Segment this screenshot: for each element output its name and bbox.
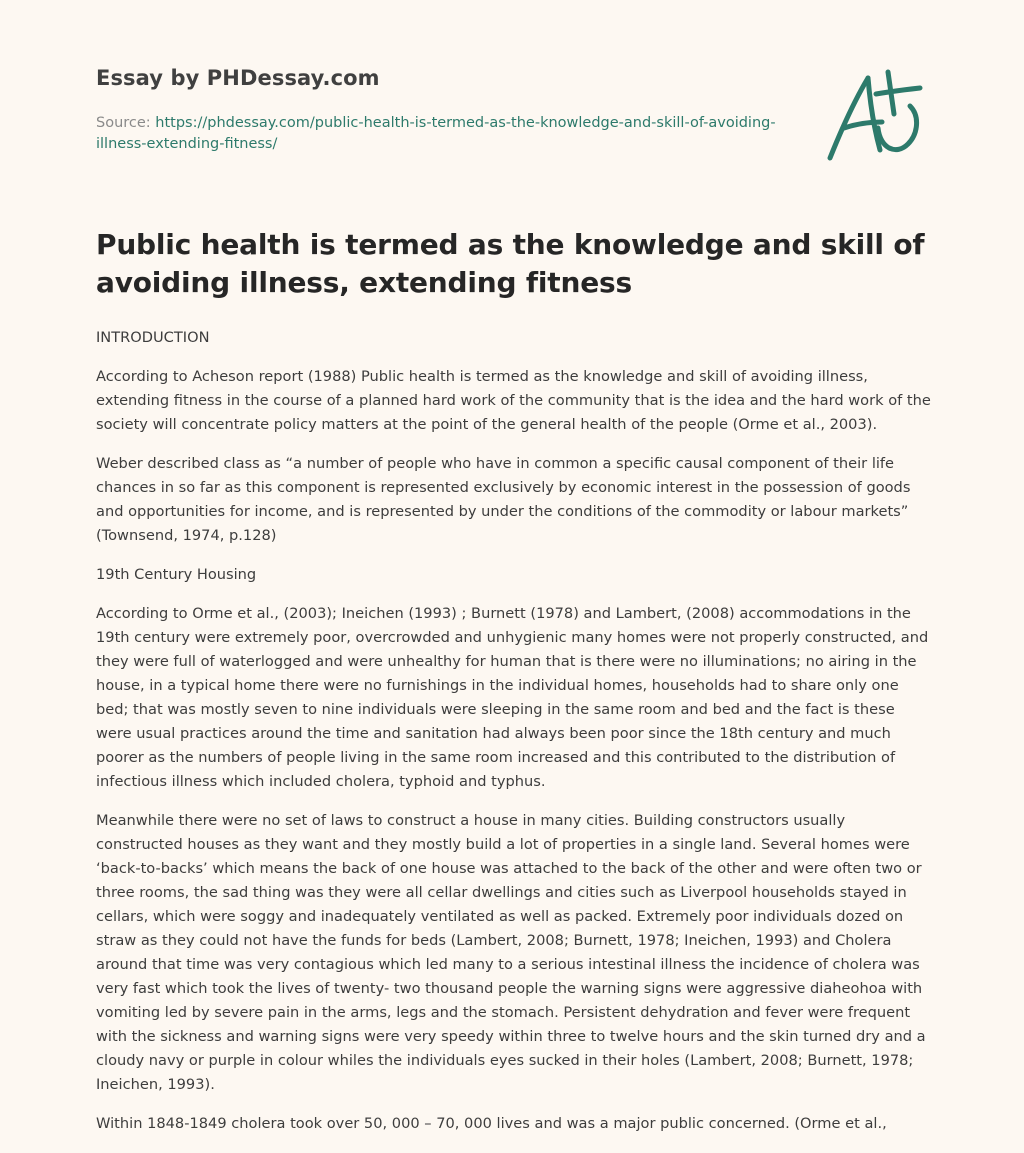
a-plus-logo-icon [822, 66, 932, 166]
paragraph: According to Acheson report (1988) Public health is termed as the knowledge and skill of avoiding illness, extending fitness in the course of a planned hard work of the community that is the idea and the hard work of the society will concentrate policy matters at the point of the general health of the people (Orme et al., 2003). [96, 368, 931, 433]
paragraph: Within 1848-1849 cholera took over 50, 000 – 70, 000 lives and was a major public concerned. (Orme et al., [96, 1115, 887, 1132]
site-name: Essay by PHDessay.com [96, 66, 380, 90]
article-body [96, 326, 931, 1151]
section-heading-housing: 19th Century Housing [96, 566, 257, 583]
paragraph: Meanwhile there were no set of laws to construct a house in many cities. Building constructors usually constructed houses as they want and they mostly build a lot of properties in a single land. Several homes were ‘back-to-backs’ which means the back of one house was attached to the back of the other and were often two or three rooms, the sad thing was they were all cellar dwellings and cities such as Liverpool households stayed in cellars, which were soggy and inadequately ventilated as well as packed. Extremely poor individuals dozed on straw as they could not have the funds for beds (Lambert, 2008; Burnett, 1978; Ineichen, 1993) and Cholera around that time was very contagious which led many to a serious intestinal illness the incidence of cholera was very fast which took the lives of twenty- two thousand people the warning signs were aggressive diaheohoa with vomiting led by severe pain in the arms, legs and the stomach. Persistent dehydration and fever were frequent with the sickness and warning signs were very speedy within three to twelve hours and the skin turned dry and a cloudy navy or purple in colour whiles the individuals eyes sucked in their holes (Lambert, 2008; Burnett, 1978; Ineichen, 1993). [96, 812, 926, 1093]
paragraph: Weber described class as “a number of people who have in common a specific causal component of their life chances in so far as this component is represented exclusively by economic interest in the possession of goods and opportunities for income, and is represented by under the conditions of the commodity or labour markets” (Townsend, 1974, p.128) [96, 455, 911, 544]
source-link[interactable]: https://phdessay.com/public-health-is-termed-as-the-knowledge-and-skill-of-avoiding-illness-extending-fitness/ [96, 115, 776, 152]
source-line [96, 113, 776, 155]
paragraph: According to Orme et al., (2003); Ineichen (1993) ; Burnett (1978) and Lambert, (2008) accommodations in the 19th century were extremely poor, overcrowded and unhygienic many homes were not properly constructed, and they were full of waterlogged and were unhealthy for human that is there were no illuminations; no airing in the house, in a typical home there were no furnishings in the individual homes, households had to share only one bed; that was mostly seven to nine individuals were sleeping in the same room and bed and the fact is these were usual practices around the time and sanitation had always been poor since the 18th century and much poorer as the numbers of people living in the same room increased and this contributed to the distribution of infectious illness which included cholera, typhoid and typhus. [96, 605, 929, 790]
source-label: Source: [96, 115, 156, 131]
section-heading-introduction: INTRODUCTION [96, 329, 210, 346]
article-title: Public health is termed as the knowledge and skill of avoiding illness, extending fitness [96, 228, 925, 299]
